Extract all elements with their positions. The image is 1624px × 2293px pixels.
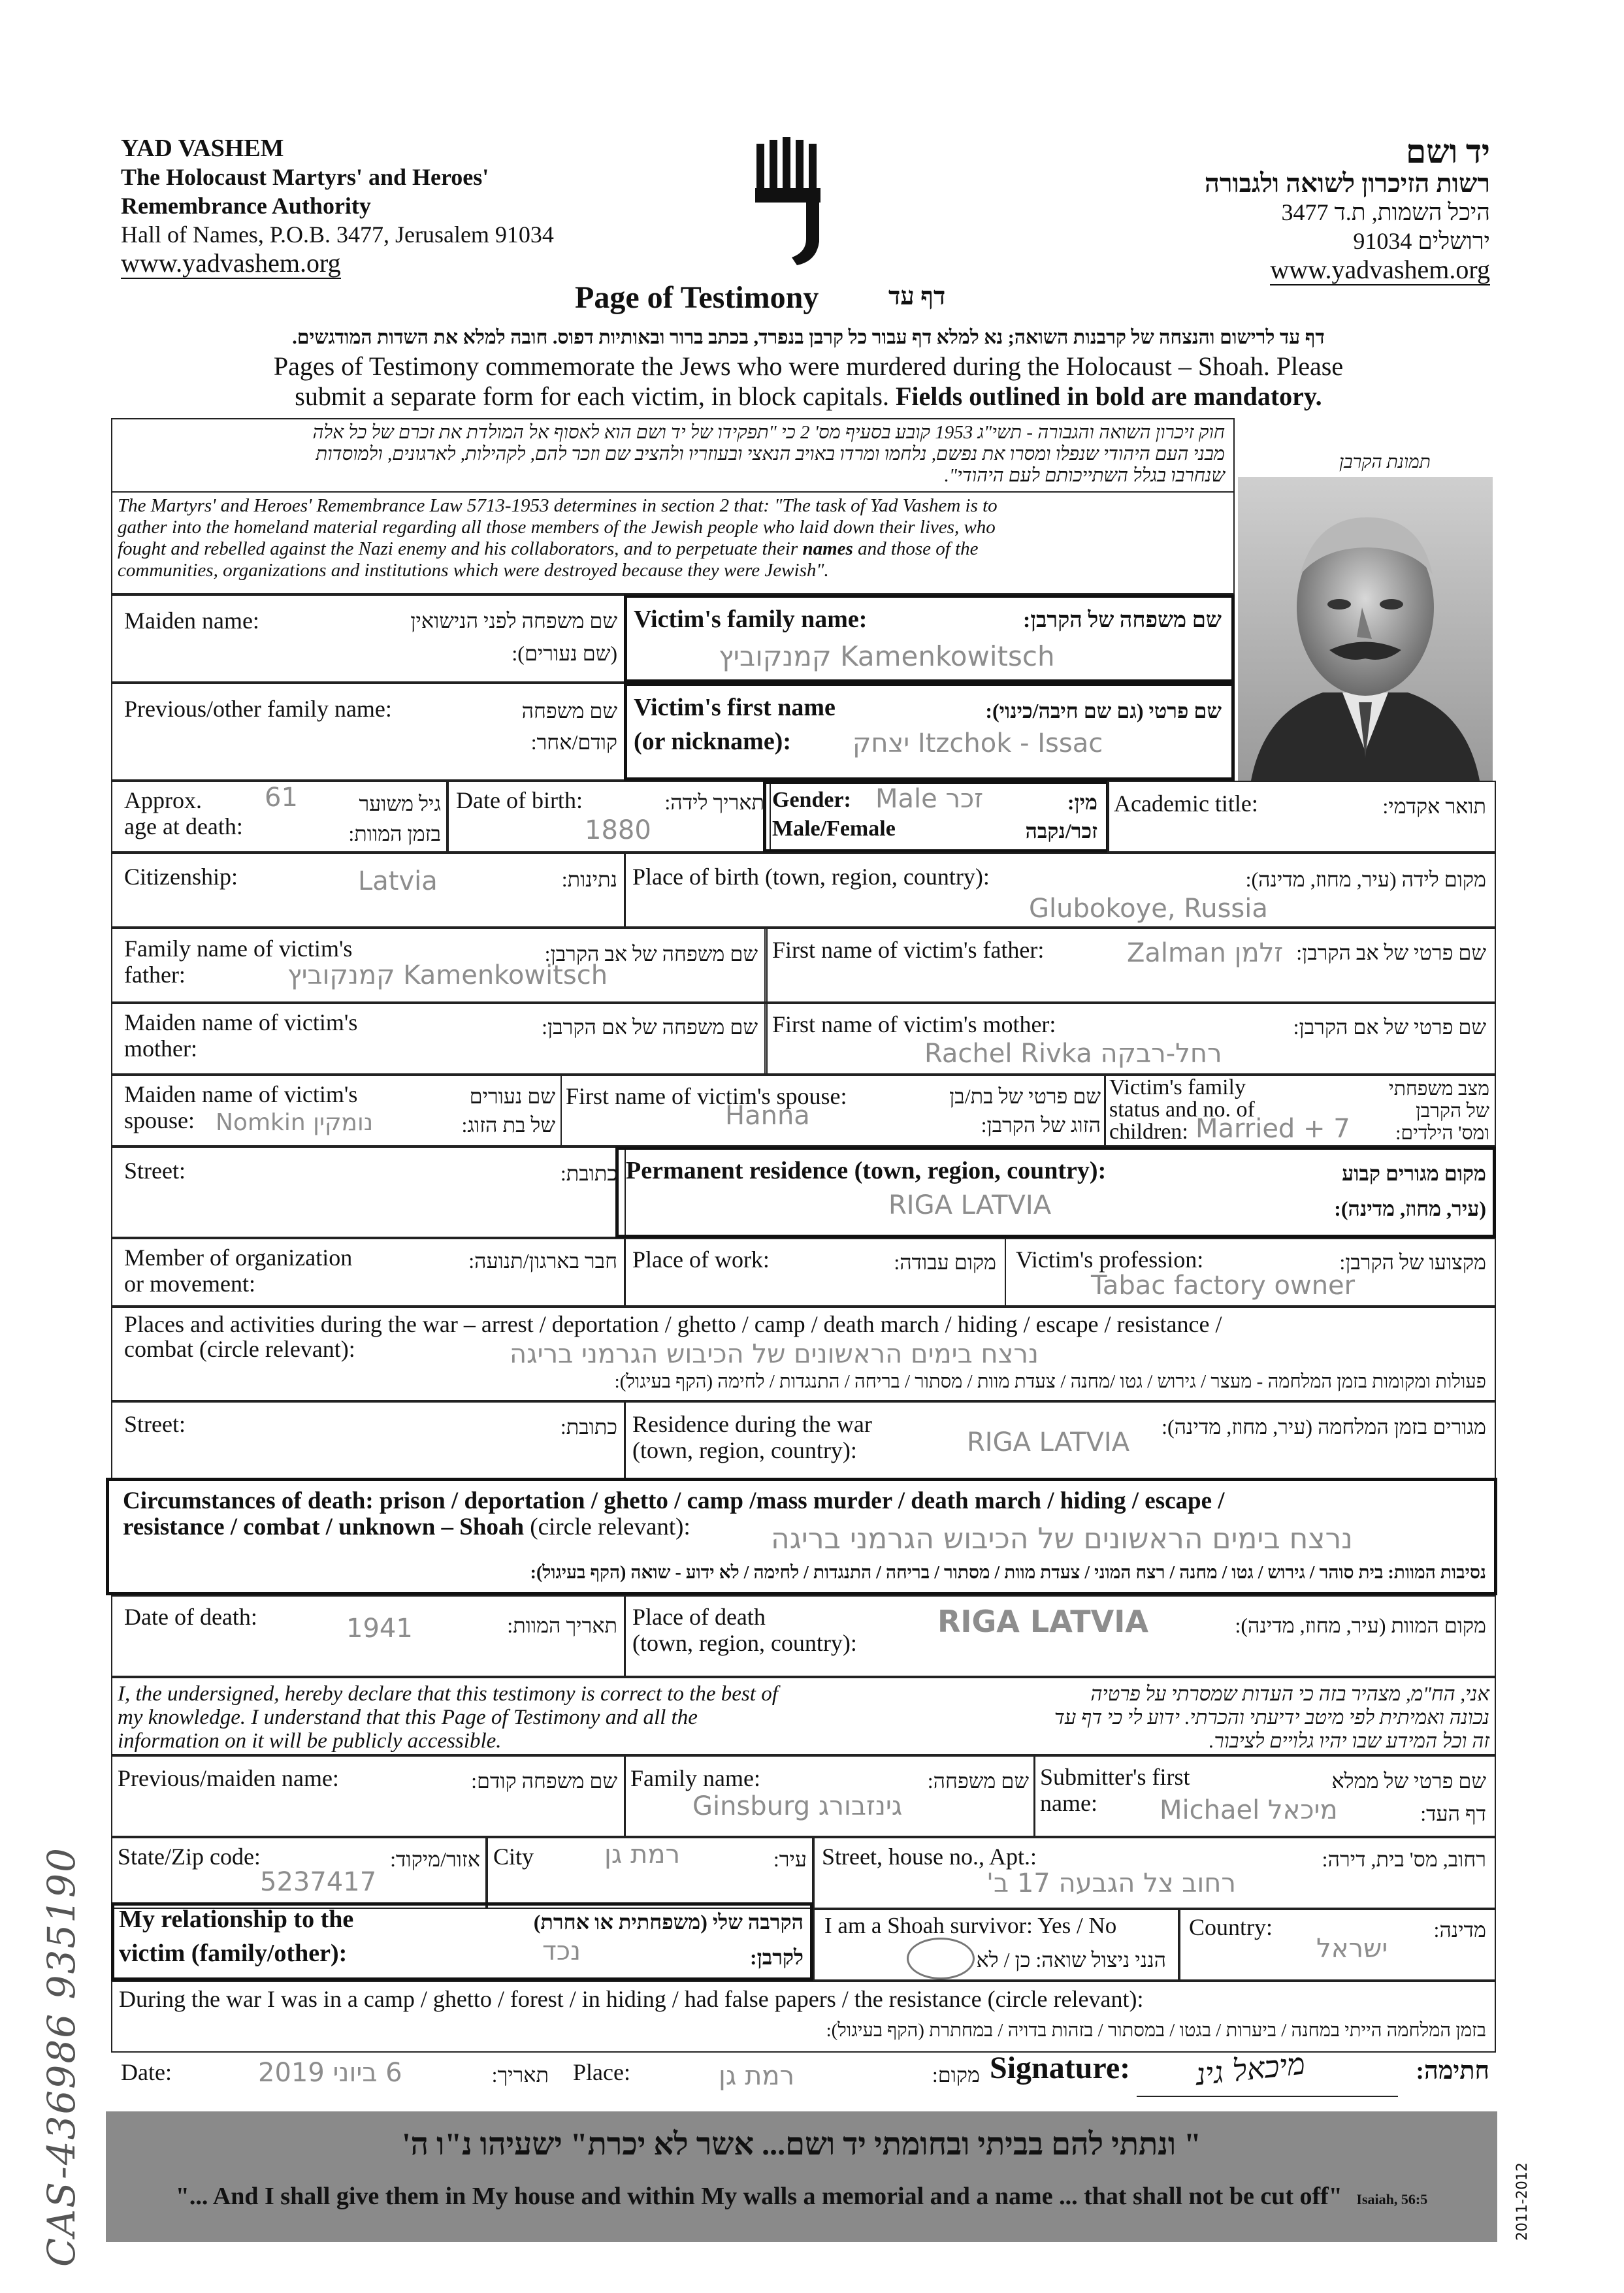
intro-hebrew: דף עד לרישום והנצחה של קרבנות השואה; נא למלא דף עבור כל קרבן בנפרד, בכתב ברור ובאותיות דפוס. חובה למלא את השדות המודגשים.: [292, 327, 1325, 348]
law-he-line1: חוק זיכרון השואה והגבורה - תשי"ג 1953 קובע בסעיף מס' 2 כי "תפקידו של יד ושם הוא לאסוף אל המולדת את זכרם של כל אלה: [312, 422, 1225, 443]
spouse-maiden-he1: שם נעורים: [469, 1084, 555, 1108]
relationship-label-he: [431, 1909, 804, 1970]
prev-he1: שם משפחה: [521, 699, 617, 723]
street1-label-he: כתובת:: [560, 1162, 617, 1185]
subfirst-he1: שם פרטי של ממלא: [1331, 1769, 1486, 1793]
status-he2: של הקרבן: [1416, 1100, 1489, 1122]
places-en1: Places and activities during the war – arrest / deportation / ghetto / camp / death march / hiding / escape / resistance /: [124, 1311, 1222, 1337]
law-en-line1: The Martyrs' and Heroes' Remembrance Law 5713-1953 determines in section 2 that: "The task of Yad Vashem is to: [118, 495, 998, 516]
photo-label: תמונת הקרבן: [1339, 452, 1431, 472]
gender-en1: Gender:: [772, 788, 851, 812]
submitter-prev-label-he: שם משפחה קודם:: [471, 1769, 617, 1793]
previous-family-label-he: [457, 698, 617, 755]
victim-first-name-label: [634, 694, 836, 755]
law-en-line3a: fought and rebelled against the Nazi enemy and his collaborators, and to perpetuate their: [118, 538, 803, 559]
country-value: ישראל: [1316, 1934, 1388, 1964]
city-value: רמת גן: [604, 1840, 681, 1870]
website-link-he[interactable]: www.yadvashem.org: [1270, 255, 1490, 284]
prev-he2: קודם/אחר:: [530, 730, 617, 754]
warres-en1: Residence during the war: [632, 1411, 872, 1437]
org-name-he: יד ושם: [1405, 133, 1490, 170]
form-title: Page of Testimony: [575, 280, 819, 315]
date-label-he: תאריך:: [491, 2063, 549, 2087]
victim-family-name-value: קמנקוביץ Kamenkowitsch: [719, 640, 1055, 672]
places-war-label-he: פעולות ומקומות בזמן המלחמה - מעצר / גירוש / גטו /מחנה / צעדת מוות / מסתור / בריחה / התנגדות / לחימה (הקף בעיגול):: [614, 1371, 1486, 1392]
family-status-value: Married + 7: [1195, 1114, 1350, 1144]
footer-ref: Isaiah, 56:5: [1356, 2191, 1428, 2207]
decl-he1: אני, הח"מ, מצהיר בזה כי העדות שמסרתי על פרטיה: [1090, 1682, 1489, 1705]
pob-value: Glubokoye, Russia: [1029, 894, 1268, 924]
subfirst-en2: name:: [1040, 1790, 1097, 1816]
profession-label-he: מקצועו של הקרבן:: [1339, 1250, 1486, 1274]
law-english: [118, 495, 1228, 581]
places-en2: combat (circle relevant):: [124, 1336, 355, 1362]
age-value: 61: [265, 783, 298, 813]
profession-label: Victim's profession:: [1016, 1246, 1204, 1273]
intro-line1: Pages of Testimony commemorate the Jews who were murdered during the Holocaust – Shoah. Please: [273, 351, 1344, 381]
signature-label: Signature:: [990, 2051, 1131, 2085]
dob-label: Date of birth:: [456, 787, 583, 813]
street-label-he: רחוב, מס' בית, דירה:: [1322, 1847, 1486, 1871]
law-divider: [111, 491, 1235, 493]
age-he1: גיל משוער: [359, 792, 441, 815]
place-value: רמת גן: [719, 2061, 795, 2091]
declaration-he: [967, 1682, 1489, 1753]
country-label: Country:: [1189, 1914, 1273, 1940]
gender-value: Male זכר: [875, 784, 984, 814]
law-hebrew: [121, 422, 1225, 487]
street1-label: Street:: [124, 1158, 186, 1184]
during-war-label-he: בזמן המלחמה הייתי במחנה / ביערות / בגטו / במסתור / בזהות בדויה / במחתרת (הקף בעיגול):: [826, 2020, 1486, 2041]
survivor-label: I am a Shoah survivor: Yes / No: [824, 1913, 1117, 1938]
father-family-value: קמנקוביץ Kamenkowitsch: [287, 960, 608, 990]
spouse-maiden-he2: של בת הזוג:: [461, 1113, 555, 1137]
work-label: Place of work:: [632, 1246, 770, 1273]
rel-he1: הקרבה שלי (משפחתית או אחרת): [533, 1910, 804, 1934]
gender-label-he: [980, 789, 1097, 844]
city-label-he: עיר:: [773, 1847, 807, 1871]
zip-label: State/Zip code:: [118, 1844, 261, 1870]
victim-family-name-label-he: שם משפחה של הקרבן:: [1023, 608, 1222, 632]
intro-mandatory-note: Fields outlined in bold are mandatory.: [895, 382, 1322, 411]
victim-first-name-label-he: שם פרטי (גם שם חיבה/כינוי):: [985, 699, 1222, 723]
permanent-residence-label-he: [1274, 1160, 1486, 1222]
signature-label-he: חתימה:: [1416, 2057, 1489, 2085]
father-family-label-he: שם משפחה של אב הקרבן:: [544, 942, 758, 966]
work-label-he: מקום עבודה:: [894, 1250, 996, 1274]
spouse-first-he1: שם פרטי של בת/בן: [949, 1084, 1101, 1108]
pod-en1: Place of death: [632, 1604, 766, 1630]
intro-line2: [127, 382, 1489, 412]
submitter-family-label-he: שם משפחה:: [927, 1769, 1029, 1793]
spouse-maiden-en2: spouse:: [124, 1107, 195, 1133]
dod-label-he: תאריך המוות:: [507, 1614, 617, 1637]
status-en1: Victim's family: [1109, 1075, 1246, 1099]
spouse-first-label-he: [918, 1083, 1101, 1138]
gender-he2: זכר/נקבה: [1025, 819, 1097, 843]
warres-en2: (town, region, country):: [632, 1437, 857, 1463]
submitter-family-value: Ginsburg גינזבורג: [692, 1791, 903, 1821]
mother-maiden-en1: Maiden name of victim's: [124, 1009, 358, 1035]
previous-family-label: Previous/other family name:: [124, 696, 392, 722]
survivor-label-he: הנני ניצול שואה: כן / לא: [976, 1948, 1166, 1972]
spouse-first-value: Hanna: [725, 1101, 810, 1131]
maiden-he2: (שם נעורים):: [512, 642, 617, 665]
first-en2: (or nickname):: [634, 728, 791, 755]
footer-quote-en: [106, 2182, 1497, 2211]
zip-label-he: אזור/מיקוד:: [390, 1847, 480, 1871]
father-first-label: First name of victim's father:: [772, 937, 1045, 963]
mother-maiden-label: [124, 1009, 357, 1062]
profession-value: Tabac factory owner: [1091, 1271, 1356, 1301]
org-line3-he: ירושלים 91034: [1353, 228, 1490, 254]
academic-label-he: תואר אקדמי:: [1382, 794, 1486, 818]
pod-en2: (town, region, country):: [632, 1630, 857, 1656]
decl-en3: information on it will be publicly accessible.: [118, 1729, 502, 1753]
spouse-first-label: First name of victim's spouse:: [566, 1083, 847, 1109]
header-right: [1205, 134, 1490, 285]
date-value: 6 ביוני 2019: [258, 2058, 402, 2088]
war-residence-label-he: מגורים בזמן המלחמה (עיר, מחוז, מדינה):: [1161, 1415, 1486, 1439]
academic-label: Academic title:: [1114, 790, 1258, 817]
header-left: [121, 134, 554, 279]
rel-he2: לקרבן:: [749, 1945, 804, 1969]
org-en2: or movement:: [124, 1271, 255, 1297]
pob-label: Place of birth (town, region, country):: [632, 864, 990, 890]
submitter-prev-label: Previous/maiden name:: [118, 1765, 339, 1791]
spouse-maiden-value: Nomkin נומקין: [216, 1109, 374, 1136]
spouse-first-he2: הזוג של הקרבן:: [981, 1113, 1101, 1137]
circumstances-label-he: נסיבות המוות: בית סוהר / גירוש / גטו / מחנה / רצח המוני / צעדת מוות / מסתור / בריחה / התנגדות / לחימה / לא ידוע - שואה (הקף בעיגול):: [530, 1563, 1486, 1583]
org-line1: The Holocaust Martyrs' and Heroes': [121, 164, 489, 190]
age-he2: בזמן המוות:: [348, 822, 441, 845]
street-value: רחוב צל הגבעה 17 ב': [986, 1868, 1237, 1898]
age-label: [124, 787, 243, 839]
country-label-he: מדינה:: [1433, 1918, 1486, 1942]
website-link-en[interactable]: www.yadvashem.org: [121, 248, 341, 278]
dob-value: 1880: [585, 815, 651, 845]
law-en-names: names: [802, 538, 853, 559]
pob-label-he: מקום לידה (עיר, מחוז, מדינה):: [1245, 868, 1486, 891]
status-en2: status and no. of: [1109, 1098, 1255, 1122]
survivor-no-circle: [907, 1938, 975, 1979]
decl-en2: my knowledge. I understand that this Page of Testimony and all the: [118, 1706, 698, 1729]
declaration-en: [118, 1682, 778, 1753]
subfirst-en1: Submitter's first: [1040, 1764, 1190, 1790]
dob-label-he: תאריך לידה:: [664, 790, 764, 814]
rel-en2: victim (family/other):: [119, 1940, 348, 1967]
zip-value: 5237417: [260, 1867, 377, 1897]
yad-vashem-logo-icon: [751, 137, 830, 268]
organization-label: [124, 1244, 352, 1297]
gender-en2: Male/Female: [772, 817, 896, 841]
decl-en1: I, the undersigned, hereby declare that this testimony is correct to the best of: [118, 1682, 778, 1706]
dod-label: Date of death:: [124, 1604, 257, 1630]
relationship-label: [119, 1906, 353, 1966]
circumstances-value: נרצח בימים הראשונים של הכיבוש הגרמני בריגה: [771, 1522, 1353, 1555]
status-he3: ומס' הילדים:: [1395, 1122, 1489, 1144]
submitter-first-value: Michael מיכאל: [1160, 1795, 1338, 1825]
organization-label-he: חבר בארגון/תנועה:: [468, 1249, 617, 1273]
circ-en2-normal: (circle relevant):: [524, 1514, 690, 1540]
citizenship-label-he: נתינות:: [561, 868, 617, 891]
status-he1: מצב משפחתי: [1388, 1078, 1489, 1099]
law-en-line3: [118, 538, 1228, 560]
footer-quote-he: " ונתתי להם בביתי ובחומתי יד ושם... אשר לא יכרת" ישעיהו נ"ו ה': [402, 2127, 1201, 2162]
mother-first-value: Rachel Rivka רחל-רבקה: [924, 1039, 1222, 1069]
spouse-maiden-label-he: [418, 1083, 555, 1138]
place-label-he: מקום:: [932, 2063, 980, 2087]
org-line2: Remembrance Authority: [121, 193, 371, 219]
permanent-residence-value: RIGA LATVIA: [888, 1190, 1052, 1220]
father-family-en1: Family name of victim's: [124, 935, 353, 962]
victim-first-name-value: יצחק Itzchok - Issac: [853, 728, 1103, 758]
mother-maiden-label-he: שם משפחה של אם הקרבן:: [542, 1015, 758, 1039]
law-en-line3c: and those of the: [853, 538, 979, 559]
law-en-line2: gather into the homeland material regarding all those members of the Jewish people who laid down their lives, who: [118, 517, 996, 538]
war-residence-value: RIGA LATVIA: [967, 1427, 1130, 1457]
age-label-he: [294, 790, 441, 847]
maiden-name-label: Maiden name:: [124, 608, 259, 634]
footer-year: 2011-2012: [1514, 2162, 1531, 2241]
decl-he2: נכונה ואמיתית לפי מיטב ידיעתי והכרתי. ידוע לי כי דף עד: [1054, 1706, 1489, 1729]
street2-label-he: כתובת:: [560, 1415, 617, 1439]
citizenship-label: Citizenship:: [124, 864, 238, 890]
signature-value: מיכאל גינ: [1194, 2045, 1307, 2092]
permanent-residence-label: Permanent residence (town, region, country):: [626, 1157, 1107, 1184]
father-first-value: Zalman זלמן: [1127, 938, 1284, 968]
family-status-label-he: [1359, 1078, 1489, 1145]
signature-line: [1137, 2096, 1398, 2097]
submitter-family-label: Family name:: [630, 1765, 760, 1791]
subfirst-he2: דף העד:: [1420, 1802, 1486, 1825]
pod-value: RIGA LATVIA: [937, 1604, 1148, 1639]
org-line1-he: רשות הזיכרון לשואה ולגבורה: [1204, 169, 1490, 198]
intro-line2-text: submit a separate form for each victim, in block capitals.: [295, 382, 896, 411]
father-family-en2: father:: [124, 962, 186, 988]
during-war-label: During the war I was in a camp / ghetto / forest / in hiding / had false papers / the resistance (circle relevant):: [119, 1986, 1144, 2012]
place-label: Place:: [573, 2059, 630, 2085]
war-residence-label: [632, 1411, 872, 1463]
law-he-line2: מבני העם היהודי שנפלו ומסרו את נפשם, נלחמו ומרדו באויב הנאצי ובעוזריו ולהציב שם וזכר להם, לקהילות, לארגונים, ולמוסדות: [316, 444, 1225, 464]
org-line2-he: היכל השמות, ת.ד 3477: [1281, 199, 1490, 225]
mother-first-label-he: שם פרטי של אם הקרבן:: [1293, 1015, 1486, 1039]
places-war-value: נרצח בימים הראשונים של הכיבוש הגרמני בריגה: [510, 1339, 1039, 1369]
age-en2: age at death:: [124, 813, 243, 839]
street-label: Street, house no., Apt.:: [822, 1844, 1037, 1870]
submitter-first-label-he: [1320, 1768, 1486, 1827]
decl-he3: זה וכל המידע שבו יהיו גלויים לציבור.: [1209, 1729, 1489, 1752]
org-en1: Member of organization: [124, 1244, 353, 1271]
org-name-en: YAD VASHEM: [121, 135, 284, 162]
pod-label: [632, 1604, 857, 1656]
law-en-line4: communities, organizations and institutions which were destroyed because they were Jewish".: [118, 560, 829, 581]
intro-english: [127, 351, 1489, 412]
date-label: Date:: [121, 2059, 172, 2085]
pod-label-he: מקום המוות (עיר, מחוז, מדינה):: [1235, 1614, 1486, 1637]
form-title-he: דף עד: [888, 283, 946, 310]
spouse-maiden-en1: Maiden name of victim's: [124, 1081, 358, 1107]
footer-en-text: "... And I shall give them in My house and within My walls a memorial and a name ... that shall not be cut off": [175, 2183, 1342, 2210]
maiden-he1: שם משפחה לפני הנישואין: [410, 609, 617, 632]
org-line3: Hall of Names, P.O.B. 3477, Jerusalem 91034: [121, 221, 554, 248]
street2-cell: [111, 1401, 626, 1480]
citizenship-value: Latvia: [358, 866, 438, 896]
circ-en1: Circumstances of death: prison / deportation / ghetto / camp /mass murder / death march / hiding / escape /: [123, 1488, 1225, 1514]
maiden-name-label-he: [340, 608, 617, 666]
perm-he1: מקום מגורים קבוע: [1342, 1162, 1486, 1185]
status-en3: children:: [1109, 1120, 1188, 1144]
law-he-line3: שנחרבו בגלל השתייכותם לעם היהודי".: [944, 465, 1225, 486]
victim-photo: [1238, 477, 1493, 781]
relationship-value: נכד: [542, 1936, 581, 1966]
father-first-label-he: שם פרטי של אב הקרבן:: [1296, 941, 1486, 964]
rel-en1: My relationship to the: [119, 1906, 354, 1933]
mother-maiden-en2: mother:: [124, 1035, 197, 1062]
perm-he2: (עיר, מחוז, מדינה):: [1334, 1197, 1486, 1220]
age-en1: Approx.: [124, 787, 202, 813]
first-en1: Victim's first name: [634, 694, 836, 721]
margin-handwriting: CAS-436986 935190: [39, 1847, 84, 2267]
dod-value: 1941: [346, 1614, 413, 1644]
victim-family-name-label: Victim's family name:: [634, 606, 868, 633]
city-label: City: [493, 1844, 534, 1870]
gender-he1: מין:: [1067, 790, 1097, 814]
mother-first-label: First name of victim's mother:: [772, 1011, 1056, 1037]
street2-label: Street:: [124, 1411, 186, 1437]
circ-en2-bold: resistance / combat / unknown – Shoah: [123, 1514, 525, 1540]
